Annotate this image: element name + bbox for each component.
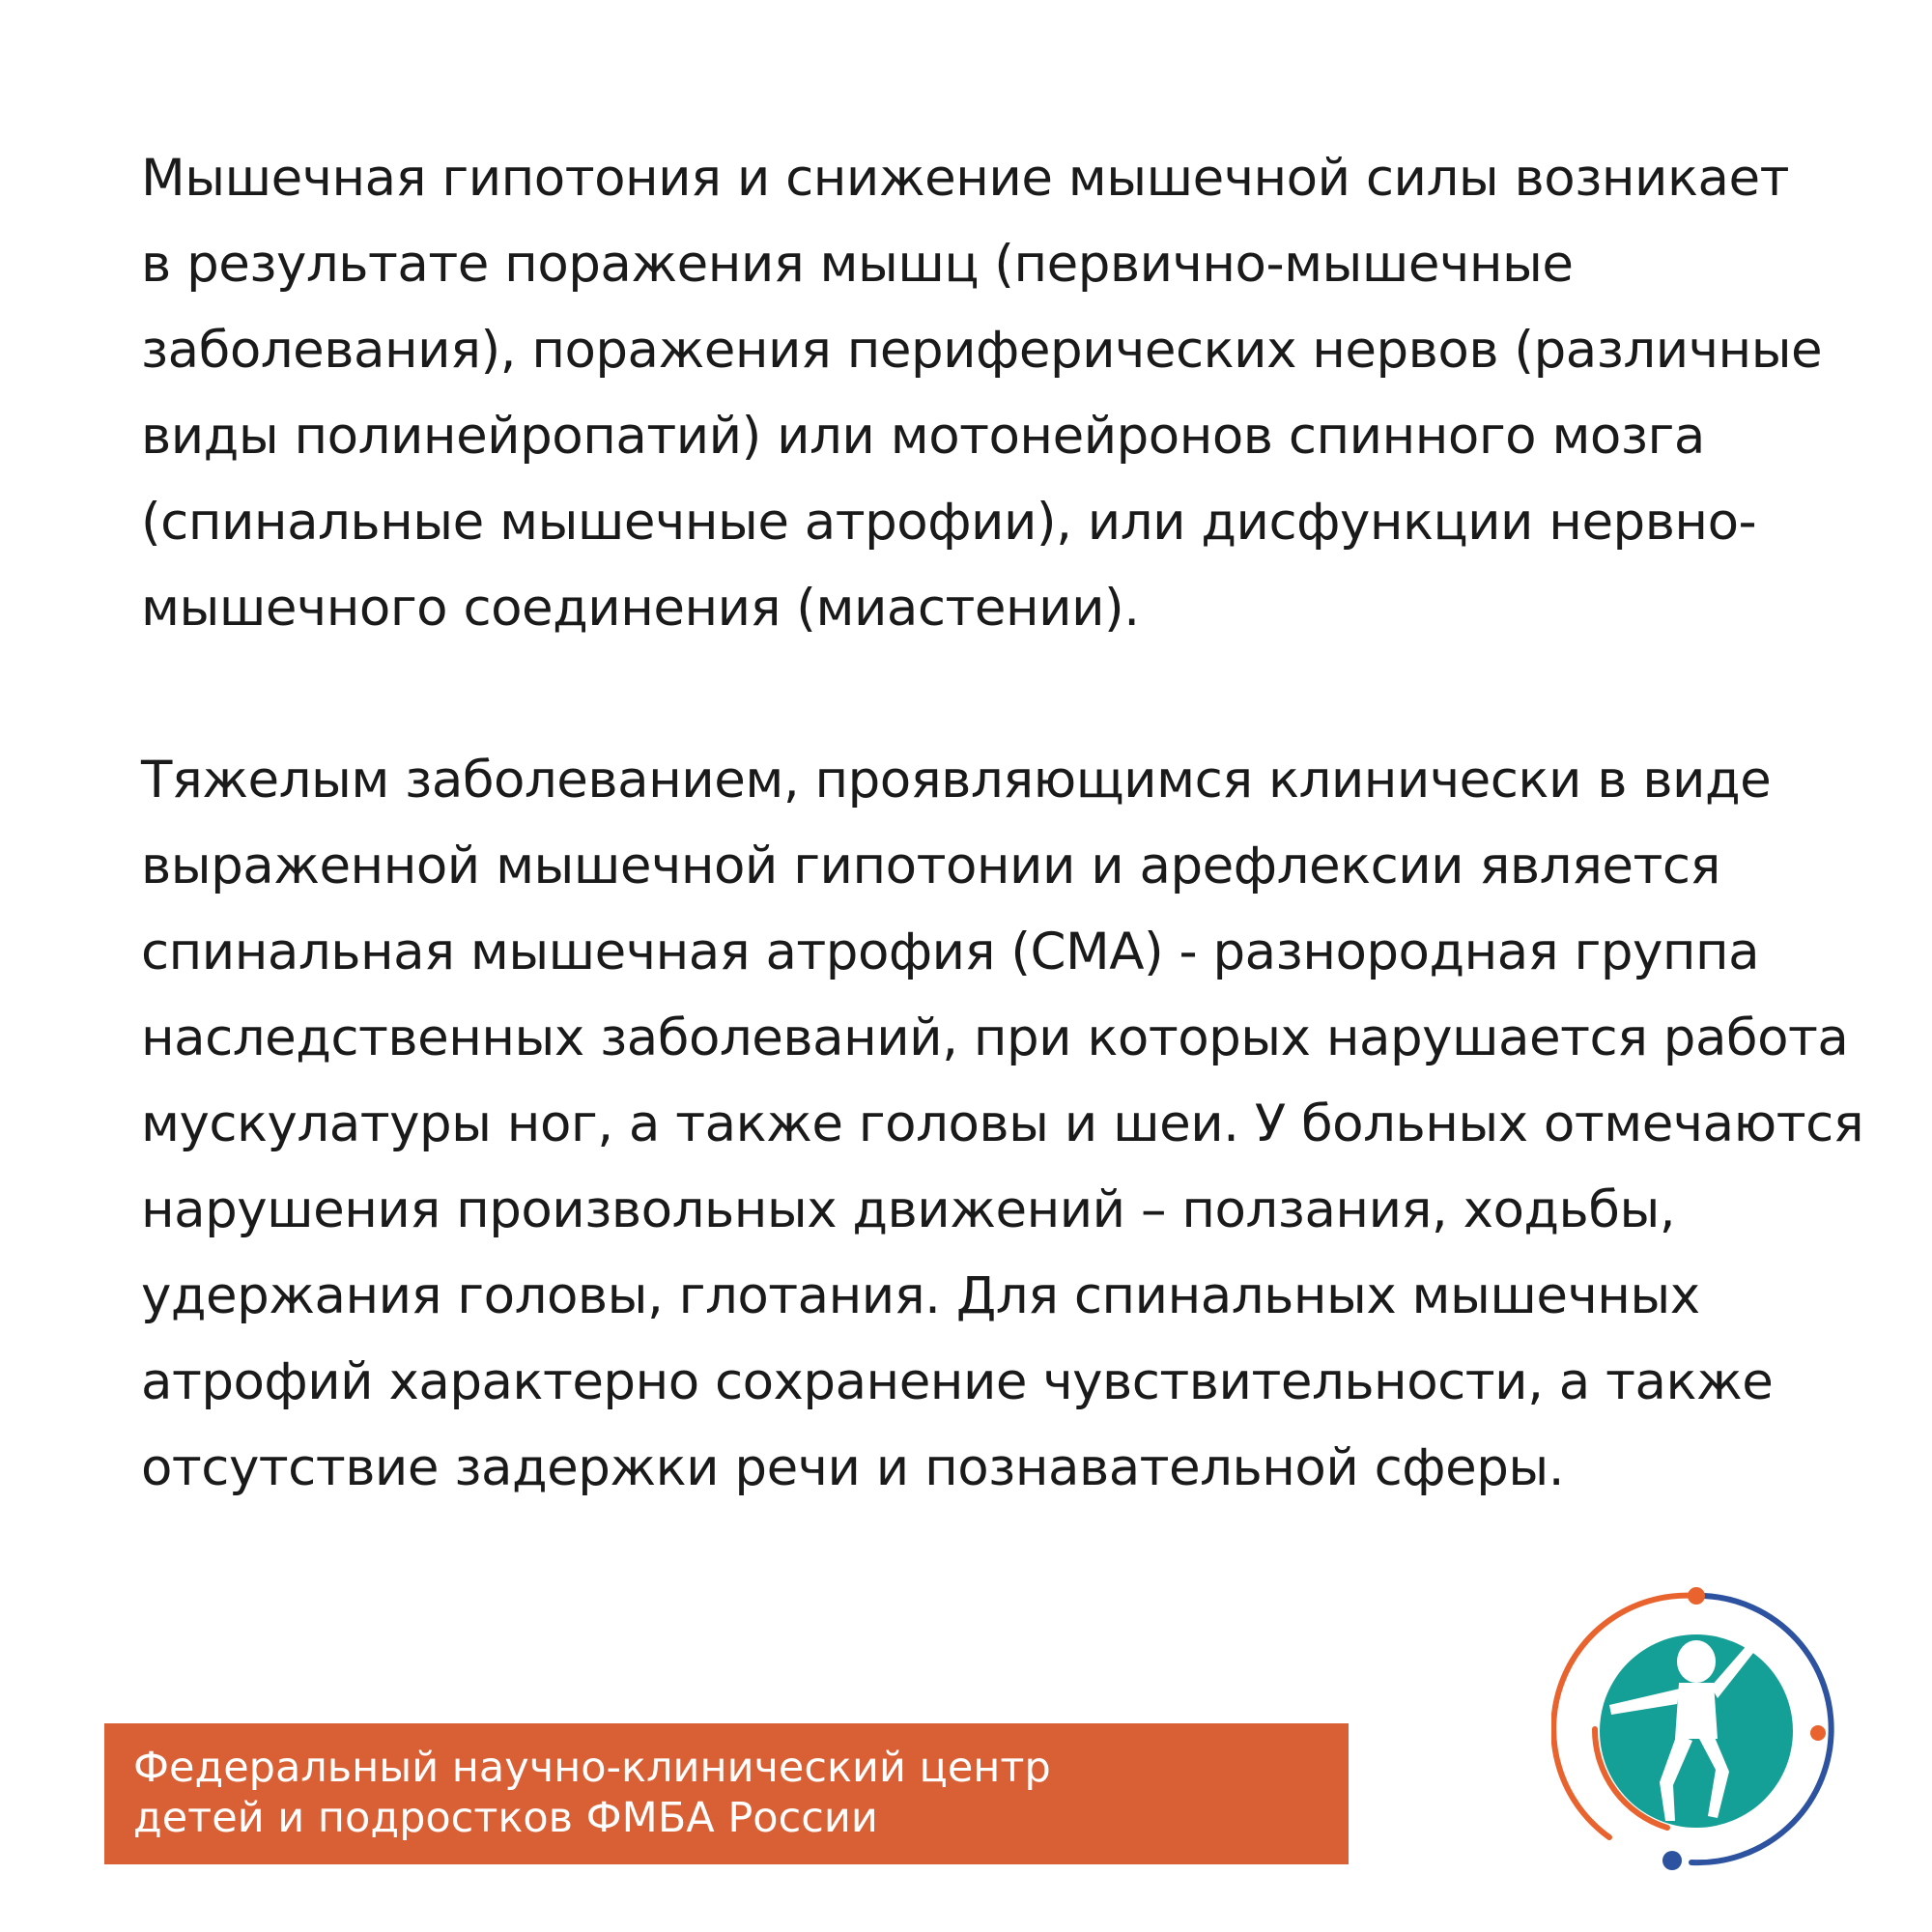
text-line: нарушения произвольных движений – ползания, ходьбы, xyxy=(141,1180,1676,1239)
text-line: мышечного соединения (миастении). xyxy=(141,579,1140,638)
footer-org-name-line-2: детей и подростков ФМБА России xyxy=(133,1794,878,1842)
paragraph-2 xyxy=(141,737,1918,1511)
logo-blue-dot-bottom xyxy=(1662,1851,1682,1870)
text-line: наследственных заболеваний, при которых нарушается работа xyxy=(141,1009,1849,1067)
text-line: мускулатуры ног, а также головы и шеи. У больных отмечаются xyxy=(141,1094,1864,1153)
text-line: выраженной мышечной гипотонии и арефлексии является xyxy=(141,837,1720,895)
paragraph-gap xyxy=(141,651,1918,737)
jumping-child-logo-icon xyxy=(1551,1584,1841,1874)
text-line: отсутствие задержки речи и познавательной сферы. xyxy=(141,1438,1565,1497)
footer-banner xyxy=(104,1723,1349,1864)
body-text xyxy=(141,135,1918,1511)
text-line: виды полинейропатий) или мотонейронов спинного мозга xyxy=(141,407,1705,466)
text-line: Тяжелым заболеванием, проявляющимся клинически в виде xyxy=(141,751,1772,810)
text-line: удержания головы, глотания. Для спинальных мышечных xyxy=(141,1266,1700,1325)
text-line: в результате поражения мышц (первично-мышечные xyxy=(141,235,1574,294)
text-line: (спинальные мышечные атрофии), или дисфункции нервно- xyxy=(141,493,1757,552)
text-line: заболевания), поражения периферических нервов (различные xyxy=(141,321,1823,380)
paragraph-1 xyxy=(141,135,1918,651)
text-line: Мышечная гипотония и снижение мышечной силы возникает xyxy=(141,149,1789,208)
logo-orange-dot-right xyxy=(1810,1725,1826,1741)
text-line: спинальная мышечная атрофия (СМА) - разнородная группа xyxy=(141,923,1760,981)
text-line: атрофий характерно сохранение чувствительности, а также xyxy=(141,1352,1774,1411)
logo-orange-dot-top xyxy=(1688,1587,1705,1605)
footer-org-name-line-1: Федеральный научно-клинический центр xyxy=(133,1744,1051,1792)
